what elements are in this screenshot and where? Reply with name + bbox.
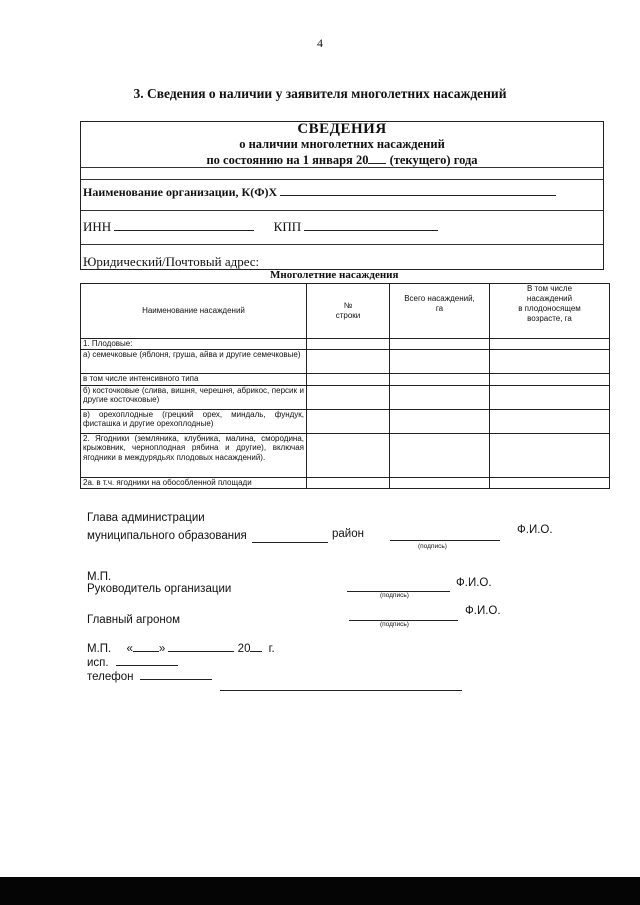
table-row xyxy=(81,339,610,350)
signature-hint: (подпись) xyxy=(380,592,409,599)
cell-total[interactable] xyxy=(390,477,490,488)
table-row xyxy=(81,373,610,385)
cell-total[interactable] xyxy=(390,373,490,385)
executor-label: исп. xyxy=(87,657,109,669)
cell-fruiting[interactable] xyxy=(490,339,610,350)
date-line-prefix: по состоянию на 1 января 20 xyxy=(206,153,369,167)
divider xyxy=(81,244,603,245)
table-header-row xyxy=(81,284,610,339)
date-row xyxy=(87,643,275,655)
divider xyxy=(81,210,603,211)
page-number: 4 xyxy=(317,36,323,50)
org-head-label: Руководитель организации xyxy=(87,583,232,595)
org-field[interactable] xyxy=(280,195,556,196)
head-admin-signature-line[interactable] xyxy=(390,540,500,541)
municipality-field[interactable] xyxy=(252,542,328,543)
quote-open: « xyxy=(126,643,133,655)
row-label: 1. Плодовые: xyxy=(81,339,307,350)
cell-row-number[interactable] xyxy=(307,477,390,488)
table-row xyxy=(81,385,610,409)
divider xyxy=(81,179,603,180)
phone-row xyxy=(87,671,212,683)
cell-fruiting[interactable] xyxy=(490,385,610,409)
year-blank[interactable] xyxy=(368,152,386,164)
org-label: Наименование организации, К(Ф)Х xyxy=(83,185,278,199)
signature-hint: (подпись) xyxy=(380,621,409,628)
cell-total[interactable] xyxy=(390,385,490,409)
executor-row xyxy=(87,657,178,669)
form-date-line xyxy=(81,152,603,168)
col-header-name: Наименование насаждений xyxy=(81,284,307,339)
cell-row-number[interactable] xyxy=(307,409,390,433)
head-admin-label-1: Глава администрации xyxy=(87,512,205,524)
inn-row xyxy=(83,219,438,235)
table-row xyxy=(81,349,610,373)
col-header-row-number: № строки xyxy=(307,284,390,339)
row-label: б) косточковые (слива, вишня, черешня, абрикос, персик и другие косточковые) xyxy=(81,385,307,409)
col-header-fruiting: В том числе насаждений в плодоносящем возрасте, га xyxy=(490,284,610,339)
bottom-rule xyxy=(220,690,462,691)
inn-field[interactable] xyxy=(114,230,254,231)
row-label: 2. Ягодники (земляника, клубника, малина, смородина, крыжовник, черноплодная рябина и другие), включая ягодники в междурядьях плодовых насаждений). xyxy=(81,433,307,477)
row-label: 2а. в т.ч. ягодники на обособленной площади xyxy=(81,477,307,488)
cell-total[interactable] xyxy=(390,433,490,477)
table-row xyxy=(81,477,610,488)
cell-row-number[interactable] xyxy=(307,385,390,409)
executor-field[interactable] xyxy=(116,665,178,666)
fio-label: Ф.И.О. xyxy=(517,524,553,536)
phone-field[interactable] xyxy=(140,679,212,680)
year-field[interactable] xyxy=(250,651,262,652)
form-header-box xyxy=(80,121,604,270)
district-label: район xyxy=(332,528,364,540)
quote-close: » xyxy=(158,643,166,655)
col-header-total: Всего насаждений, га xyxy=(390,284,490,339)
address-label: Юридический/Почтовый адрес: xyxy=(83,254,260,269)
plantings-table xyxy=(80,283,610,489)
year-prefix: 20 xyxy=(237,643,251,655)
cell-total[interactable] xyxy=(390,339,490,350)
date-mp-label: М.П. xyxy=(87,643,112,655)
scan-bottom-band xyxy=(0,877,640,905)
form-subtitle: о наличии многолетних насаждений xyxy=(239,137,445,151)
cell-row-number[interactable] xyxy=(307,339,390,350)
signature-hint: (подпись) xyxy=(418,543,447,550)
phone-label: телефон xyxy=(87,671,134,683)
cell-total[interactable] xyxy=(390,409,490,433)
form-title: СВЕДЕНИЯ xyxy=(297,121,387,137)
month-field[interactable] xyxy=(168,651,234,652)
mp-label: М.П. xyxy=(87,571,112,583)
date-line-suffix: (текущего) года xyxy=(389,153,478,167)
cell-fruiting[interactable] xyxy=(490,409,610,433)
fio-label: Ф.И.О. xyxy=(456,577,492,589)
row-label: в том числе интенсивного типа xyxy=(81,373,307,385)
table-row xyxy=(81,409,610,433)
cell-row-number[interactable] xyxy=(307,349,390,373)
day-field[interactable] xyxy=(133,651,159,652)
fio-label: Ф.И.О. xyxy=(465,605,501,617)
cell-row-number[interactable] xyxy=(307,373,390,385)
table-row xyxy=(81,433,610,477)
cell-fruiting[interactable] xyxy=(490,477,610,488)
inn-label: ИНН xyxy=(83,219,112,234)
cell-total[interactable] xyxy=(390,349,490,373)
chief-agronomist-label: Главный агроном xyxy=(87,614,181,626)
kpp-field[interactable] xyxy=(304,230,438,231)
cell-fruiting[interactable] xyxy=(490,433,610,477)
row-label: а) семечковые (яблоня, груша, айва и другие семечковые) xyxy=(81,349,307,373)
kpp-label: КПП xyxy=(273,219,302,234)
cell-row-number[interactable] xyxy=(307,433,390,477)
head-admin-label-2: муниципального образования xyxy=(87,530,247,542)
table-caption: Многолетние насаждения xyxy=(270,269,399,281)
cell-fruiting[interactable] xyxy=(490,373,610,385)
section-title: 3. Сведения о наличии у заявителя многолетних насаждений xyxy=(133,86,507,101)
cell-fruiting[interactable] xyxy=(490,349,610,373)
org-row xyxy=(83,185,556,200)
year-suffix: г. xyxy=(268,643,275,655)
row-label: в) орехоплодные (грецкий орех, миндаль, фундук, фисташка и другие орехоплодные) xyxy=(81,409,307,433)
divider xyxy=(81,167,603,168)
